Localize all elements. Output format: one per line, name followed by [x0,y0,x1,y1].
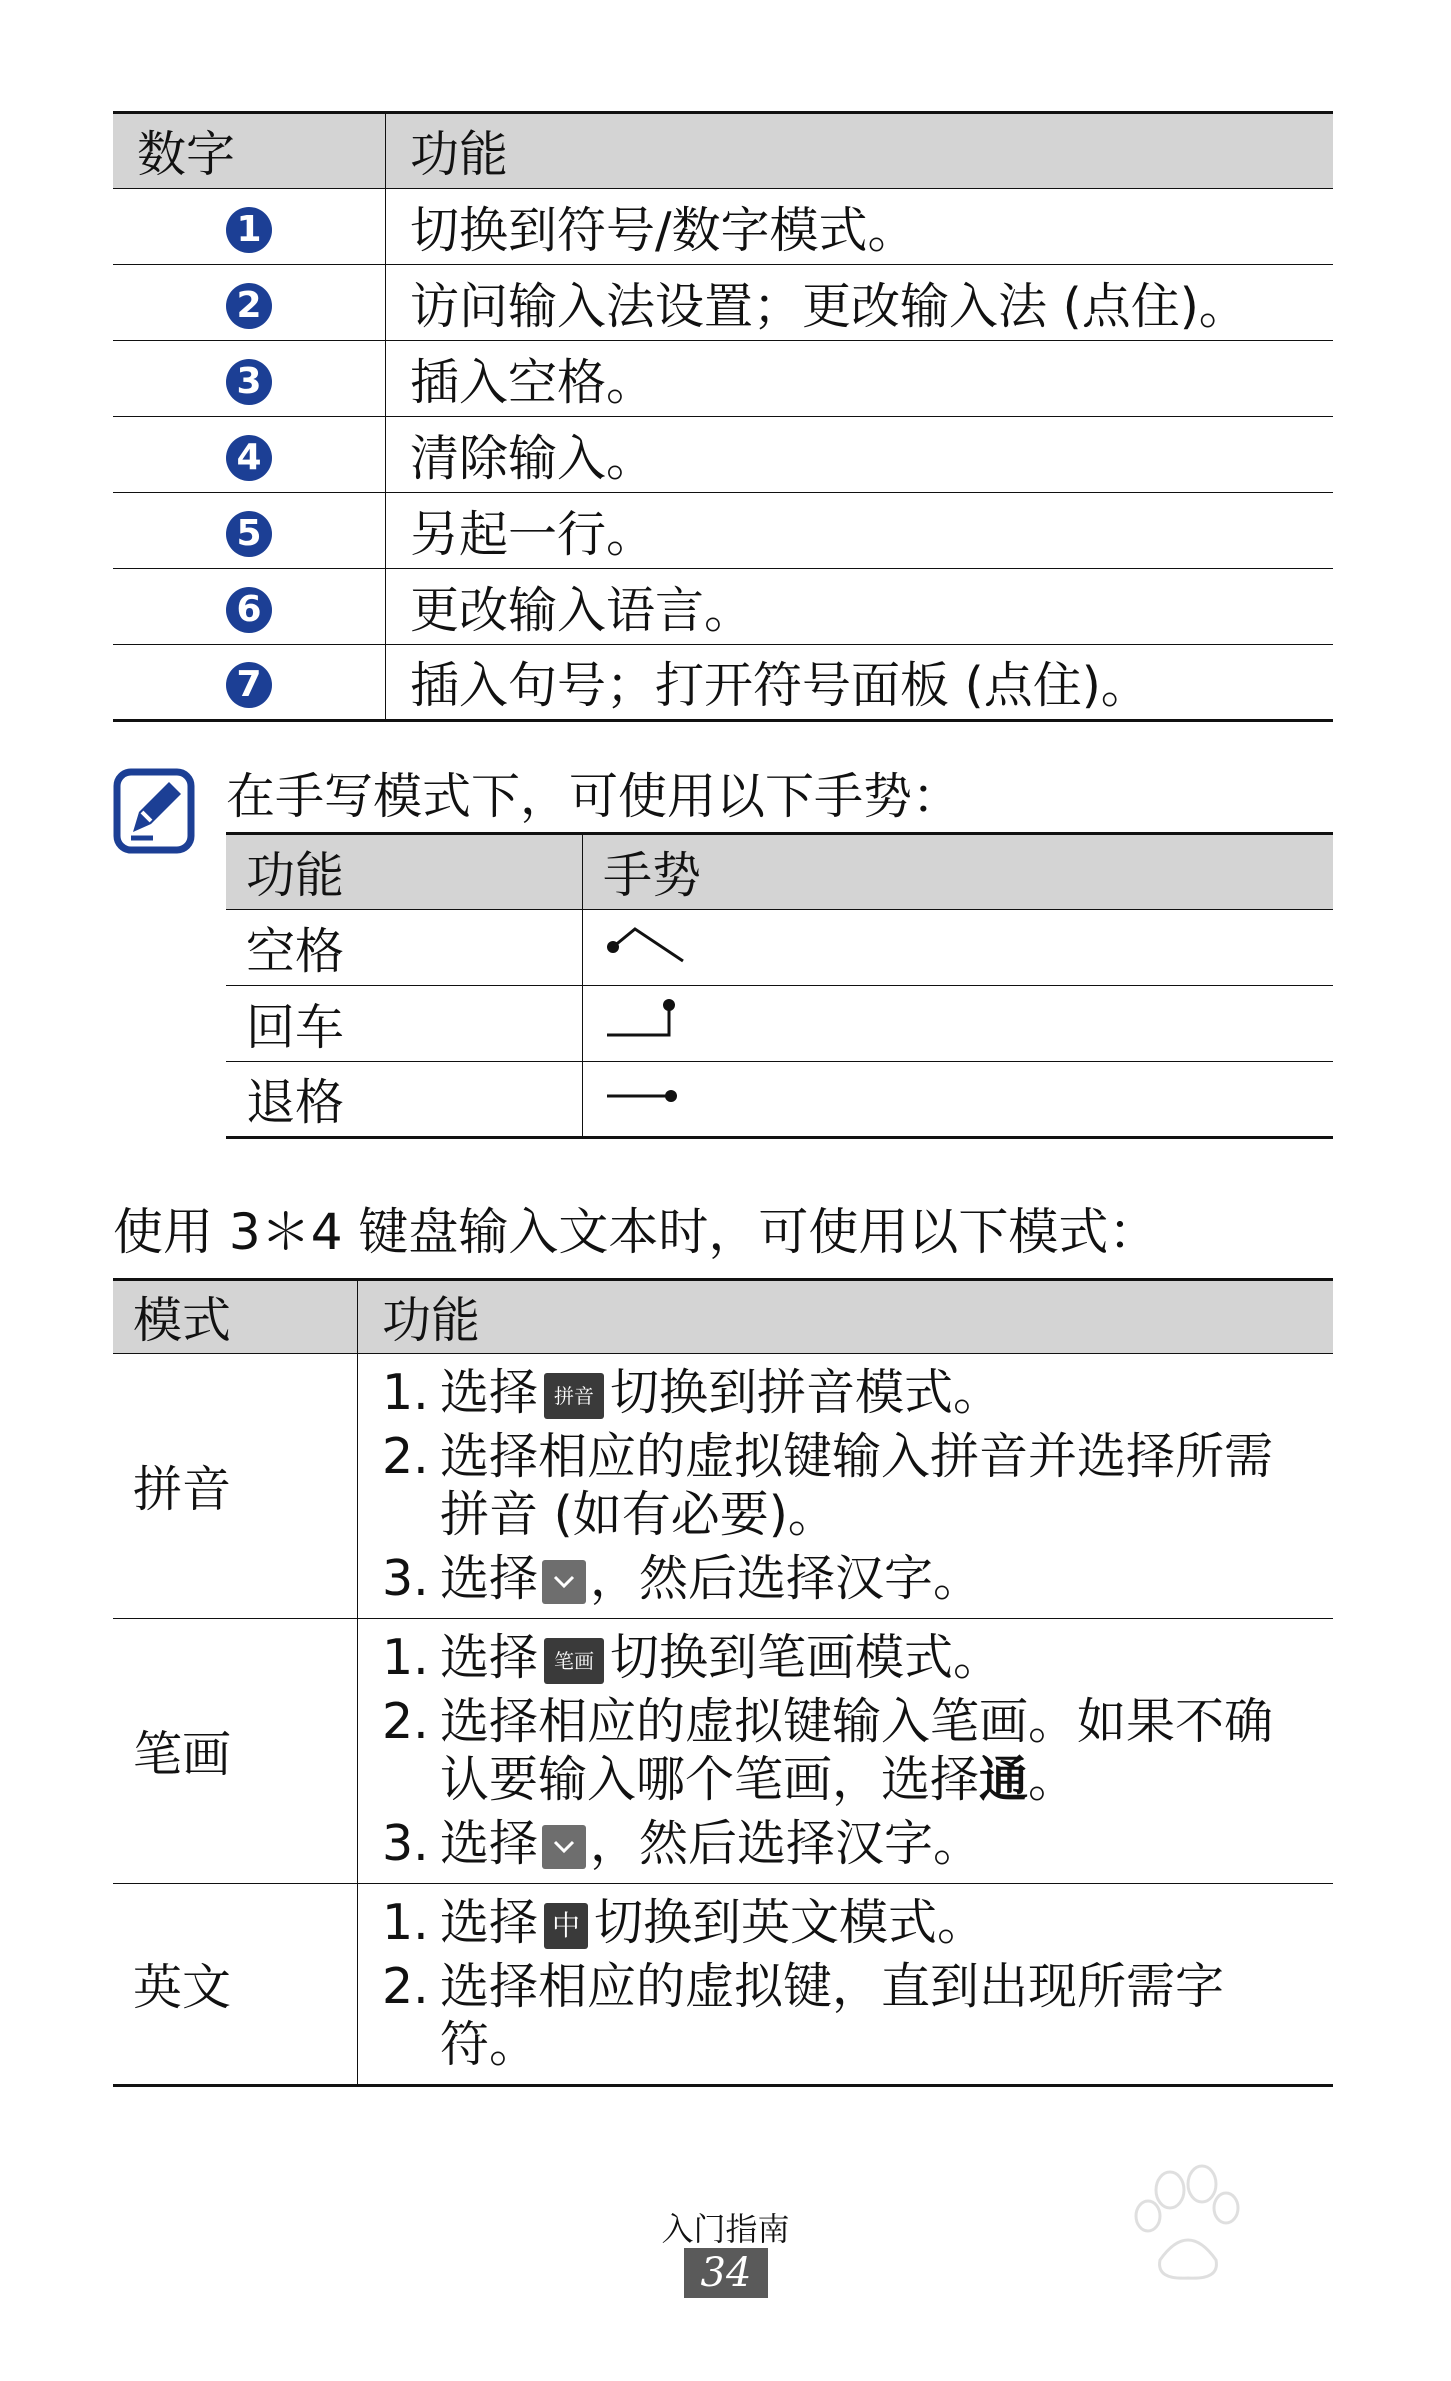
table-row [113,645,1333,721]
table-row [113,417,1333,493]
row-text: 更改输入语言。 [386,569,1334,645]
table-row [113,1619,1333,1884]
header-function: 功能 [358,1280,1334,1354]
step-item: 1. 选择 中 切换到英文模式。 [382,1894,987,1951]
table-row [113,1884,1333,2086]
mode-name: 英文 [113,1884,358,2086]
chevron-down-icon[interactable] [542,1560,586,1604]
row-text: 清除输入。 [386,417,1334,493]
table-row [226,1062,1333,1138]
number-badge-3: 3 [226,359,272,405]
baidu-watermark-logo [1020,2150,1350,2350]
number-badge-7: 7 [226,662,272,708]
header-function: 功能 [226,834,583,910]
input-mode-table [113,1278,1333,2087]
table-row [226,986,1333,1062]
footer-title: 入门指南 [661,2210,790,2248]
space-gesture-icon [603,917,693,967]
backspace-gesture-icon [603,1068,693,1118]
step-item: 1. 选择 笔画 切换到笔画模式。 [382,1629,1003,1686]
step-item: 3. 选择 ，然后选择汉字。 [382,1815,983,1872]
number-badge-2: 2 [226,283,272,329]
table-row [113,569,1333,645]
table-header-row [113,113,1333,189]
header-function: 功能 [386,113,1334,189]
number-badge-1: 1 [226,207,272,253]
gesture-function: 空格 [226,910,583,986]
table-row [113,265,1333,341]
row-text: 插入空格。 [386,341,1334,417]
keyboard-intro-text: 使用 3＊4 键盘输入文本时，可使用以下模式： [113,1203,1159,1261]
note-text: 在手写模式下，可使用以下手势： [226,768,962,825]
table-header-row [226,834,1333,910]
table-row [113,1354,1333,1619]
wildcard-stroke-key: 通 [979,1751,1029,1808]
header-number: 数字 [113,113,386,189]
row-text: 另起一行。 [386,493,1334,569]
chinese-key[interactable]: 中 [544,1903,588,1949]
gesture-function: 回车 [226,986,583,1062]
table-row [113,341,1333,417]
mode-name: 拼音 [113,1354,358,1619]
table-header-row [113,1280,1333,1354]
mode-name: 笔画 [113,1619,358,1884]
number-badge-5: 5 [226,511,272,557]
page-number: 34 [684,2248,768,2298]
table-row [113,189,1333,265]
note-pencil-icon [113,768,195,854]
header-mode: 模式 [113,1280,358,1354]
table-row [113,493,1333,569]
function-number-table [113,111,1333,722]
step-item: 1. 选择 拼音 切换到拼音模式。 [382,1364,1003,1421]
header-gesture: 手势 [583,834,1334,910]
number-badge-6: 6 [226,587,272,633]
gesture-table [226,832,1333,1139]
number-badge-4: 4 [226,435,272,481]
step-item: 2. 选择相应的虚拟键输入拼音并选择所需拼音 (如有必要)。 [382,1428,1274,1543]
table-row [226,910,1333,986]
pinyin-key[interactable]: 拼音 [544,1373,604,1419]
row-text: 切换到符号/数字模式。 [386,189,1334,265]
gesture-function: 退格 [226,1062,583,1138]
row-text: 插入句号；打开符号面板 (点住)。 [386,645,1334,721]
step-item: 2. 选择相应的虚拟键，直到出现所需字符。 [382,1958,1225,2073]
step-item: 3. 选择 ，然后选择汉字。 [382,1550,983,1607]
chevron-down-icon[interactable] [542,1825,586,1869]
enter-gesture-icon [603,993,693,1043]
stroke-key[interactable]: 笔画 [544,1638,604,1684]
row-text: 访问输入法设置；更改输入法 (点住)。 [386,265,1334,341]
step-item: 2. 选择相应的虚拟键输入笔画。如果不确认要输入哪个笔画，选择通。 [382,1693,1274,1808]
